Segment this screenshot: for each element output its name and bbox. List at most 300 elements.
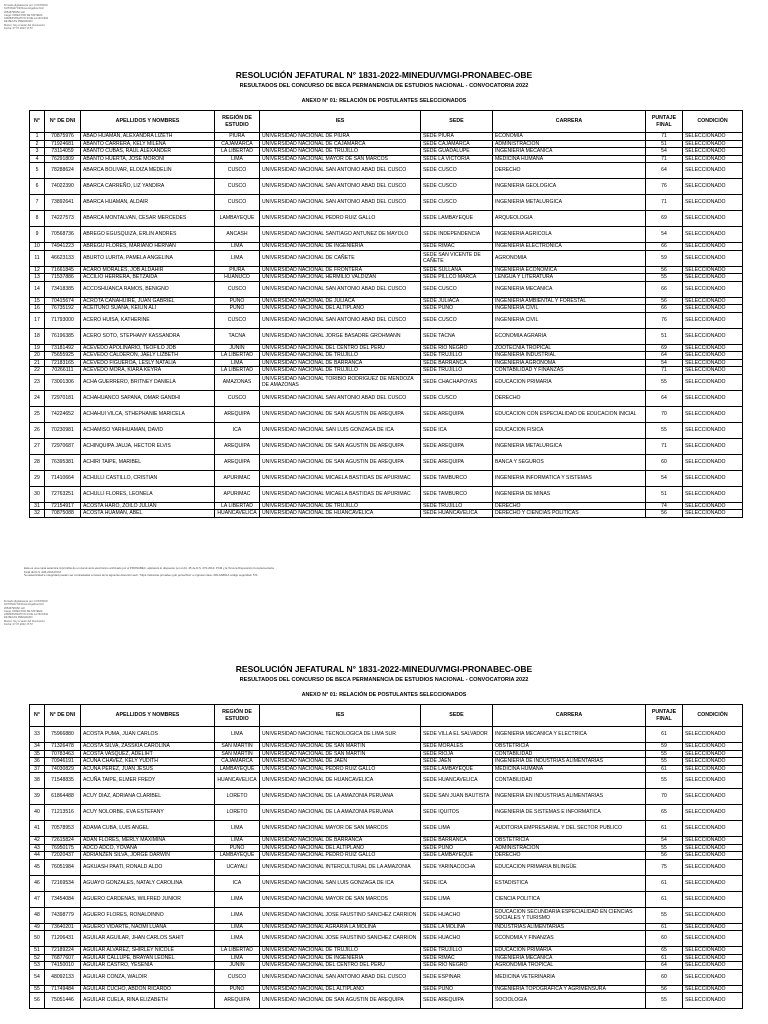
column-header-sede: SEDE [421,705,493,727]
cell-n: 52 [30,954,45,962]
signature-line: DE BECAS PREGRADO [4,20,33,24]
cell-sede: SEDE LIMA [421,891,493,907]
cell-ies: UNIVERSIDAD NACIONAL MICAELA BASTIDAS DE APURIMAC [260,470,421,486]
cell-sede: SEDE BARRANCA [421,837,493,845]
cell-n: 7 [30,195,45,211]
cell-ies: UNIVERSIDAD NACIONAL MAYOR DE SAN MARCOS [260,891,421,907]
cell-score: 75 [646,859,683,875]
cell-dni: 72763251 [45,486,81,502]
cell-n: 25 [30,406,45,422]
table-row [30,266,743,274]
table-row [30,359,743,367]
column-header-sede: SEDE [421,111,493,133]
cell-ies: UNIVERSIDAD NACIONAL SAN ANTONIO ABAD DEL CUSCO [260,179,421,195]
cell-ies: UNIVERSIDAD NACIONAL DE TRUJILLO [260,367,421,375]
cell-dni: 48092133 [45,969,81,985]
cell-sede: SEDE TRUJILLO [421,367,493,375]
cell-score: 59 [646,743,683,751]
cell-sede: SEDE SAN JUAN BAUTISTA [421,789,493,805]
cell-region: PUNO [215,985,260,993]
cell-sede: SEDE GUADALUPE [421,148,493,156]
cell-score: 51 [646,140,683,148]
cell-region: AREQUIPA [215,438,260,454]
cell-region: APURIMAC [215,470,260,486]
cell-dni: 70568736 [45,227,81,243]
cell-dni: 71749484 [45,985,81,993]
cell-cond: SELECCIONADO [683,743,743,751]
digital-signature-stamp [4,4,64,30]
cell-region: CUSCO [215,312,260,328]
cell-dni: 70266111 [45,367,81,375]
cell-dni: 71537886 [45,274,81,282]
cell-n: 36 [30,758,45,766]
signature-line: ADMINISTRATIVO III DE LA OFICINA [4,613,49,617]
cell-n: 43 [30,844,45,852]
cell-career: INGENIERIA CIVIL [493,312,646,328]
cell-score: 66 [646,243,683,251]
cell-name: ACEVEDO APOLINARIO, TEOFILO JOB [81,344,215,352]
cell-sede: SEDE HUACHO [421,907,493,923]
cell-score: 60 [646,454,683,470]
cell-ies: UNIVERSIDAD NACIONAL SANTIAGO ANTUNEZ DE MAYOLO [260,227,421,243]
cell-dni: 74150010 [45,962,81,970]
results-subtitle: RESULTADOS DEL CONCURSO DE BECA PERMANENCIA DE ESTUDIOS NACIONAL - CONVOCATORIA 2022 [239,677,529,683]
cell-career: DERECHO [493,163,646,179]
cell-name: ACEVEDO CALDERON, JAELY LIZBETH [81,352,215,360]
cell-n: 24 [30,390,45,406]
cell-sede: SEDE LIMA [421,821,493,837]
cell-cond: SELECCIONADO [683,931,743,947]
cell-career: SOCIOLOGIA [493,993,646,1009]
cell-n: 26 [30,422,45,438]
cell-name: ACHIRI TAIPE, MARIBEL [81,454,215,470]
table-row [30,931,743,947]
cell-dni: 74030829 [45,765,81,773]
cell-score: 55 [646,374,683,390]
cell-sede: SEDE CUSCO [421,312,493,328]
cell-cond: SELECCIONADO [683,374,743,390]
column-header-region: REGIÓN DE ESTUDIO [215,111,260,133]
table-row [30,250,743,266]
cell-cond: SELECCIONADO [683,266,743,274]
cell-cond: SELECCIONADO [683,359,743,367]
cell-sede: SEDE RIOJA [421,750,493,758]
table-row [30,148,743,156]
cell-sede: SEDE RIO NEGRO [421,962,493,970]
cell-dni: 70230981 [45,422,81,438]
cell-score: 56 [646,510,683,518]
cell-dni: 72615824 [45,837,81,845]
cell-score: 61 [646,923,683,931]
cell-career: INDUSTRIAS ALIMENTARIAS [493,923,646,931]
cell-score: 51 [646,486,683,502]
cell-score: 71 [646,195,683,211]
table-row [30,852,743,860]
cell-cond: SELECCIONADO [683,789,743,805]
cell-name: AGKUASH PAATI, RONALD ALDO [81,859,215,875]
cell-sede: SEDE CUSCO [421,195,493,211]
cell-sede: SEDE CUSCO [421,390,493,406]
annex-heading: ANEXO N° 01: RELACIÓN DE POSTULANTES SELECCIONADOS [301,692,467,698]
document-page [0,596,768,1024]
cell-score: 55 [646,844,683,852]
cell-cond: SELECCIONADO [683,140,743,148]
signature-line: Firmado digitalmente por: CUSTODIO [4,600,48,603]
cell-career: ADMINISTRACION [493,140,646,148]
cell-name: ADRIANZEN SILVA, JORGE DARWIN [81,852,215,860]
table-row [30,211,743,227]
cell-ies: UNIVERSIDAD NACIONAL DEL ALTIPLANO [260,844,421,852]
cell-score: 54 [646,359,683,367]
resolution-title: RESOLUCIÓN JEFATURAL N° 1831-2022-MINEDU/VMGI-PRONABEC-OBE [235,664,533,674]
cell-region: PIURA [215,266,260,274]
cell-career: INGENIERIA MECANICA [493,281,646,297]
cell-cond: SELECCIONADO [683,502,743,510]
table-row [30,947,743,955]
column-header-num: N° [30,111,45,133]
table-row [30,438,743,454]
cell-ies: UNIVERSIDAD NACIONAL HERMILIO VALDIZAN [260,274,421,282]
column-header-score: PUNTAJE FINAL [646,111,683,133]
cell-sede: SEDE TRUJILLO [421,947,493,955]
cell-score: 64 [646,352,683,360]
cell-cond: SELECCIONADO [683,470,743,486]
table-row [30,155,743,163]
cell-name: ADAN FLORES, MERLY MAXIMINA [81,837,215,845]
cell-sede: SEDE TRUJILLO [421,502,493,510]
cell-region: LORETO [215,805,260,821]
footnote-line: Esta es una copia auténtica imprimible de un documento electrónico archivado por el PRONABEC, aplicando lo dispuesto por el Art. 25 de D.S. 070-2013- PCM y la Tercera Disposición Complementaria [24,566,274,570]
cell-sede: SEDE RIMAC [421,243,493,251]
signature-line: SOTOMAYOR Rosa Angelica FAU [4,603,44,607]
cell-cond: SELECCIONADO [683,281,743,297]
cell-cond: SELECCIONADO [683,297,743,305]
cell-dni: 71410664 [45,470,81,486]
table-row [30,891,743,907]
cell-cond: SELECCIONADO [683,923,743,931]
cell-region: CUSCO [215,390,260,406]
cell-sede: SEDE TAMBURCO [421,486,493,502]
table-row [30,510,743,518]
cell-cond: SELECCIONADO [683,305,743,313]
table-row [30,844,743,852]
cell-cond: SELECCIONADO [683,406,743,422]
cell-name: ACUÑA TAIPE, ELMER FREDY [81,773,215,789]
cell-n: 23 [30,374,45,390]
cell-name: AGUILAR CASTRO, YESENIA [81,962,215,970]
cell-region: LAMBAYEQUE [215,765,260,773]
cell-ies: UNIVERSIDAD NACIONAL DE SAN AGUSTIN DE AREQUIPA [260,993,421,1009]
cell-career: INGENIERIA INFORMATICA Y SISTEMAS [493,470,646,486]
cell-sede: SEDE AREQUIPA [421,438,493,454]
cell-career: INGENIERIA TOPOGRAFICA Y AGRIMENSURA [493,985,646,993]
cell-cond: SELECCIONADO [683,962,743,970]
cell-region: CAJAMARCA [215,758,260,766]
cell-dni: 72189224 [45,947,81,955]
cell-name: ACEITUNO SUANA, KEILIN ALI [81,305,215,313]
cell-score: 69 [646,211,683,227]
cell-ies: UNIVERSIDAD NACIONAL DE HUANCAVELICA [260,773,421,789]
cell-name: ACOSTA SILVA, ZASSKIA CAROLINA [81,743,215,751]
cell-n: 46 [30,875,45,891]
cell-sede: SEDE LAMBAYEQUE [421,852,493,860]
cell-ies: UNIVERSIDAD NACIONAL DE BARRANCA [260,837,421,845]
cell-career: EDUCACION FISICA [493,422,646,438]
cell-score: 74 [646,502,683,510]
cell-cond: SELECCIONADO [683,227,743,243]
cell-cond: SELECCIONADO [683,985,743,993]
cell-dni: 76051984 [45,859,81,875]
column-header-name: APELLIDOS Y NOMBRES [81,705,215,727]
cell-dni: 71206431 [45,931,81,947]
cell-dni: 73418385 [45,281,81,297]
cell-ies: UNIVERSIDAD NACIONAL DEL ALTIPLANO [260,305,421,313]
table-row [30,133,743,141]
cell-career: DERECHO [493,390,646,406]
cell-score: 61 [646,727,683,743]
cell-region: CUSCO [215,179,260,195]
cell-score: 55 [646,750,683,758]
cell-career: INGENIERIA ELECTRONICA [493,243,646,251]
cell-sede: SEDE ICA [421,422,493,438]
cell-career: INGENIERIA ECONOMICA [493,266,646,274]
cell-career: INGENIERIA MECANICA Y ELECTRICA [493,727,646,743]
cell-n: 32 [30,510,45,518]
cell-career: ARQUEOLOGIA [493,211,646,227]
signature-line: DE BECAS PREGRADO [4,616,33,620]
cell-name: ACUY NOLORBE, EVA ESTEFANY [81,805,215,821]
cell-name: ACCOSHUANCA RAMOS, BENIGNO [81,281,215,297]
cell-region: AREQUIPA [215,993,260,1009]
cell-cond: SELECCIONADO [683,954,743,962]
cell-dni: 70415674 [45,297,81,305]
cell-n: 8 [30,211,45,227]
cell-ies: UNIVERSIDAD NACIONAL DE BARRANCA [260,359,421,367]
cell-n: 14 [30,281,45,297]
cell-dni: 72154917 [45,502,81,510]
cell-career: AGRONOMIA [493,250,646,266]
cell-cond: SELECCIONADO [683,859,743,875]
cell-score: 61 [646,891,683,907]
cell-score: 71 [646,133,683,141]
cell-ies: UNIVERSIDAD NACIONAL DE LA AMAZONIA PERUANA [260,805,421,821]
cell-score: 64 [646,962,683,970]
cell-name: ACHULLI CASTILLO, CRISTIAN [81,470,215,486]
cell-sede: SEDE HUANCAVELICA [421,510,493,518]
column-header-cond: CONDICIÓN [683,705,743,727]
cell-ies: UNIVERSIDAD NACIONAL MICAELA BASTIDAS DE APURIMAC [260,486,421,502]
cell-ies: UNIVERSIDAD NACIONAL INTERCULTURAL DE LA AMAZONIA [260,859,421,875]
cell-score: 70 [646,789,683,805]
cell-career: OBSTETRICIA [493,837,646,845]
cell-ies: UNIVERSIDAD NACIONAL DE SAN AGUSTIN DE AREQUIPA [260,438,421,454]
cell-n: 47 [30,891,45,907]
cell-career: LENGUA Y LITERATURA [493,274,646,282]
cell-name: ACHINQUIPA JAUJA, HECTOR ELVIS [81,438,215,454]
column-header-career: CARRERA [493,111,646,133]
table-row [30,195,743,211]
cell-sede: SEDE AREQUIPA [421,993,493,1009]
cell-name: AGUAYO GONZALES, NATALY CAROLINA [81,875,215,891]
cell-cond: SELECCIONADO [683,947,743,955]
signature-line: ADMINISTRATIVO III DE LA OFICINA [4,17,49,21]
column-header-name: APELLIDOS Y NOMBRES [81,111,215,133]
cell-cond: SELECCIONADO [683,891,743,907]
cell-ies: UNIVERSIDAD NACIONAL PEDRO RUIZ GALLO [260,211,421,227]
cell-cond: SELECCIONADO [683,758,743,766]
cell-ies: UNIVERSIDAD NACIONAL DE FRONTERA [260,266,421,274]
cell-sede: SEDE PUNO [421,844,493,852]
cell-ies: UNIVERSIDAD NACIONAL TORIBIO RODRIGUEZ DE MENDOZA DE AMAZONAS [260,374,421,390]
cell-dni: 71548835 [45,773,81,789]
cell-ies: UNIVERSIDAD NACIONAL TECNOLOGICA DE LIMA SUR [260,727,421,743]
table-row [30,390,743,406]
cell-score: 61 [646,875,683,891]
cell-name: ADCO ADCO, YOVANA [81,844,215,852]
table-row [30,297,743,305]
cell-region: LIMA [215,821,260,837]
cell-sede: SEDE CUSCO [421,281,493,297]
cell-n: 6 [30,179,45,195]
cell-name: ACOSTA HARO, ZOILO JULIAN [81,502,215,510]
table-row [30,406,743,422]
cell-region: LA LIBERTAD [215,367,260,375]
cell-name: ABARCA BOLIVAR, ELOIZA MEDELIN [81,163,215,179]
cell-n: 5 [30,163,45,179]
signature-line: Cargo: DIRECTOR DE SISTEMA [4,13,43,17]
cell-region: HUANCAVELICA [215,510,260,518]
signature-line: 20546798152 soft [4,606,25,610]
cell-ies: UNIVERSIDAD NACIONAL MAYOR DE SAN MARCOS [260,821,421,837]
cell-ies: UNIVERSIDAD NACIONAL DE SAN MARTIN [260,750,421,758]
cell-n: 37 [30,765,45,773]
cell-region: ANCASH [215,227,260,243]
column-header-dni: N° DE DNI [45,705,81,727]
cell-score: 64 [646,390,683,406]
cell-ies: UNIVERSIDAD NACIONAL JORGE BASADRE GROHMANN [260,328,421,344]
cell-n: 19 [30,344,45,352]
cell-score: 56 [646,266,683,274]
column-header-num: N° [30,705,45,727]
cell-ies: UNIVERSIDAD NACIONAL SAN ANTONIO ABAD DEL CUSCO [260,281,421,297]
column-header-ies: IES [260,111,421,133]
cell-name: ACHAMISO YARIHUAMAN, DAVID [81,422,215,438]
cell-n: 17 [30,312,45,328]
cell-cond: SELECCIONADO [683,773,743,789]
cell-name: ACUY DIAZ, ADRIANA CLARIBEL [81,789,215,805]
cell-region: JUNIN [215,344,260,352]
cell-ies: UNIVERSIDAD NACIONAL JOSE FAUSTINO SANCHEZ CARRION [260,907,421,923]
cell-score: 76 [646,312,683,328]
cell-n: 50 [30,931,45,947]
cell-name: ABAD HUAMAN, ALEXANDRA LIZETH [81,133,215,141]
cell-dni: 71661845 [45,266,81,274]
table-row [30,243,743,251]
cell-ies: UNIVERSIDAD NACIONAL DEL CENTRO DEL PERU [260,344,421,352]
cell-score: 55 [646,758,683,766]
cell-sede: SEDE MORALES [421,743,493,751]
cell-dni: 78288624 [45,163,81,179]
cell-cond: SELECCIONADO [683,422,743,438]
cell-name: AGUILAR AGUILAR, JHAN CARLOS SAHIT [81,931,215,947]
cell-region: LIMA [215,359,260,367]
cell-n: 42 [30,837,45,845]
table-row [30,140,743,148]
cell-sede: SEDE PUNO [421,305,493,313]
table-row [30,352,743,360]
cell-career: ECONOMIA [493,133,646,141]
cell-n: 38 [30,773,45,789]
table-row [30,470,743,486]
cell-score: 55 [646,274,683,282]
cell-n: 13 [30,274,45,282]
cell-n: 12 [30,266,45,274]
cell-score: 55 [646,907,683,923]
cell-ies: UNIVERSIDAD NACIONAL DE CAÑETE [260,250,421,266]
table-row [30,765,743,773]
table-row [30,486,743,502]
cell-name: ACHA GUERRERO, BRITNEY DANIELA [81,374,215,390]
cell-score: 60 [646,969,683,985]
table-row [30,502,743,510]
cell-region: LIMA [215,954,260,962]
annex-heading: ANEXO N° 01: RELACIÓN DE POSTULANTES SELECCIONADOS [301,98,467,104]
cell-ies: UNIVERSIDAD NACIONAL SAN ANTONIO ABAD DEL CUSCO [260,195,421,211]
signature-line: Cargo: DIRECTOR DE SISTEMA [4,609,43,613]
cell-dni: 71213516 [45,805,81,821]
table-header-row [30,705,743,727]
cell-career: DERECHO Y CIENCIAS POLITICAS [493,510,646,518]
cell-ies: UNIVERSIDAD NACIONAL DE SAN MARTIN [260,743,421,751]
cell-sede: SEDE AREQUIPA [421,406,493,422]
cell-cond: SELECCIONADO [683,133,743,141]
cell-sede: SEDE JULIACA [421,297,493,305]
cell-n: 55 [30,985,45,993]
cell-score: 56 [646,297,683,305]
signature-line: SOTOMAYOR Rosa Angelica FAU [4,7,44,11]
table-row [30,374,743,390]
cell-dni: 61864488 [45,789,81,805]
cell-dni: 76291809 [45,155,81,163]
table-row [30,305,743,313]
cell-name: ACEVEDO FIGUEROA, LESLY NATALIA [81,359,215,367]
cell-career: INGENIERIA INDUSTRIAL [493,352,646,360]
cell-n: 28 [30,454,45,470]
table-row [30,281,743,297]
cell-n: 30 [30,486,45,502]
cell-region: LIMA [215,250,260,266]
cell-ies: UNIVERSIDAD NACIONAL DE TRUJILLO [260,947,421,955]
table-row [30,750,743,758]
cell-region: PUNO [215,844,260,852]
cell-n: 21 [30,359,45,367]
cell-score: 71 [646,367,683,375]
cell-cond: SELECCIONADO [683,765,743,773]
table-row [30,821,743,837]
cell-ies: UNIVERSIDAD NACIONAL DE JAEN [260,758,421,766]
selected-applicants-table [29,704,743,1009]
cell-dni: 76877607 [45,954,81,962]
cell-sede: SEDE ICA [421,875,493,891]
cell-dni: 72169534 [45,875,81,891]
cell-region: LA LIBERTAD [215,947,260,955]
table-row [30,344,743,352]
cell-name: ABANTO HUERTA, JOSE MORONI [81,155,215,163]
cell-career: CONTABILIDAD [493,773,646,789]
cell-dni: 72970181 [45,390,81,406]
cell-name: ACUÑA PEREZ, JUAN JESUS [81,765,215,773]
cell-n: 9 [30,227,45,243]
